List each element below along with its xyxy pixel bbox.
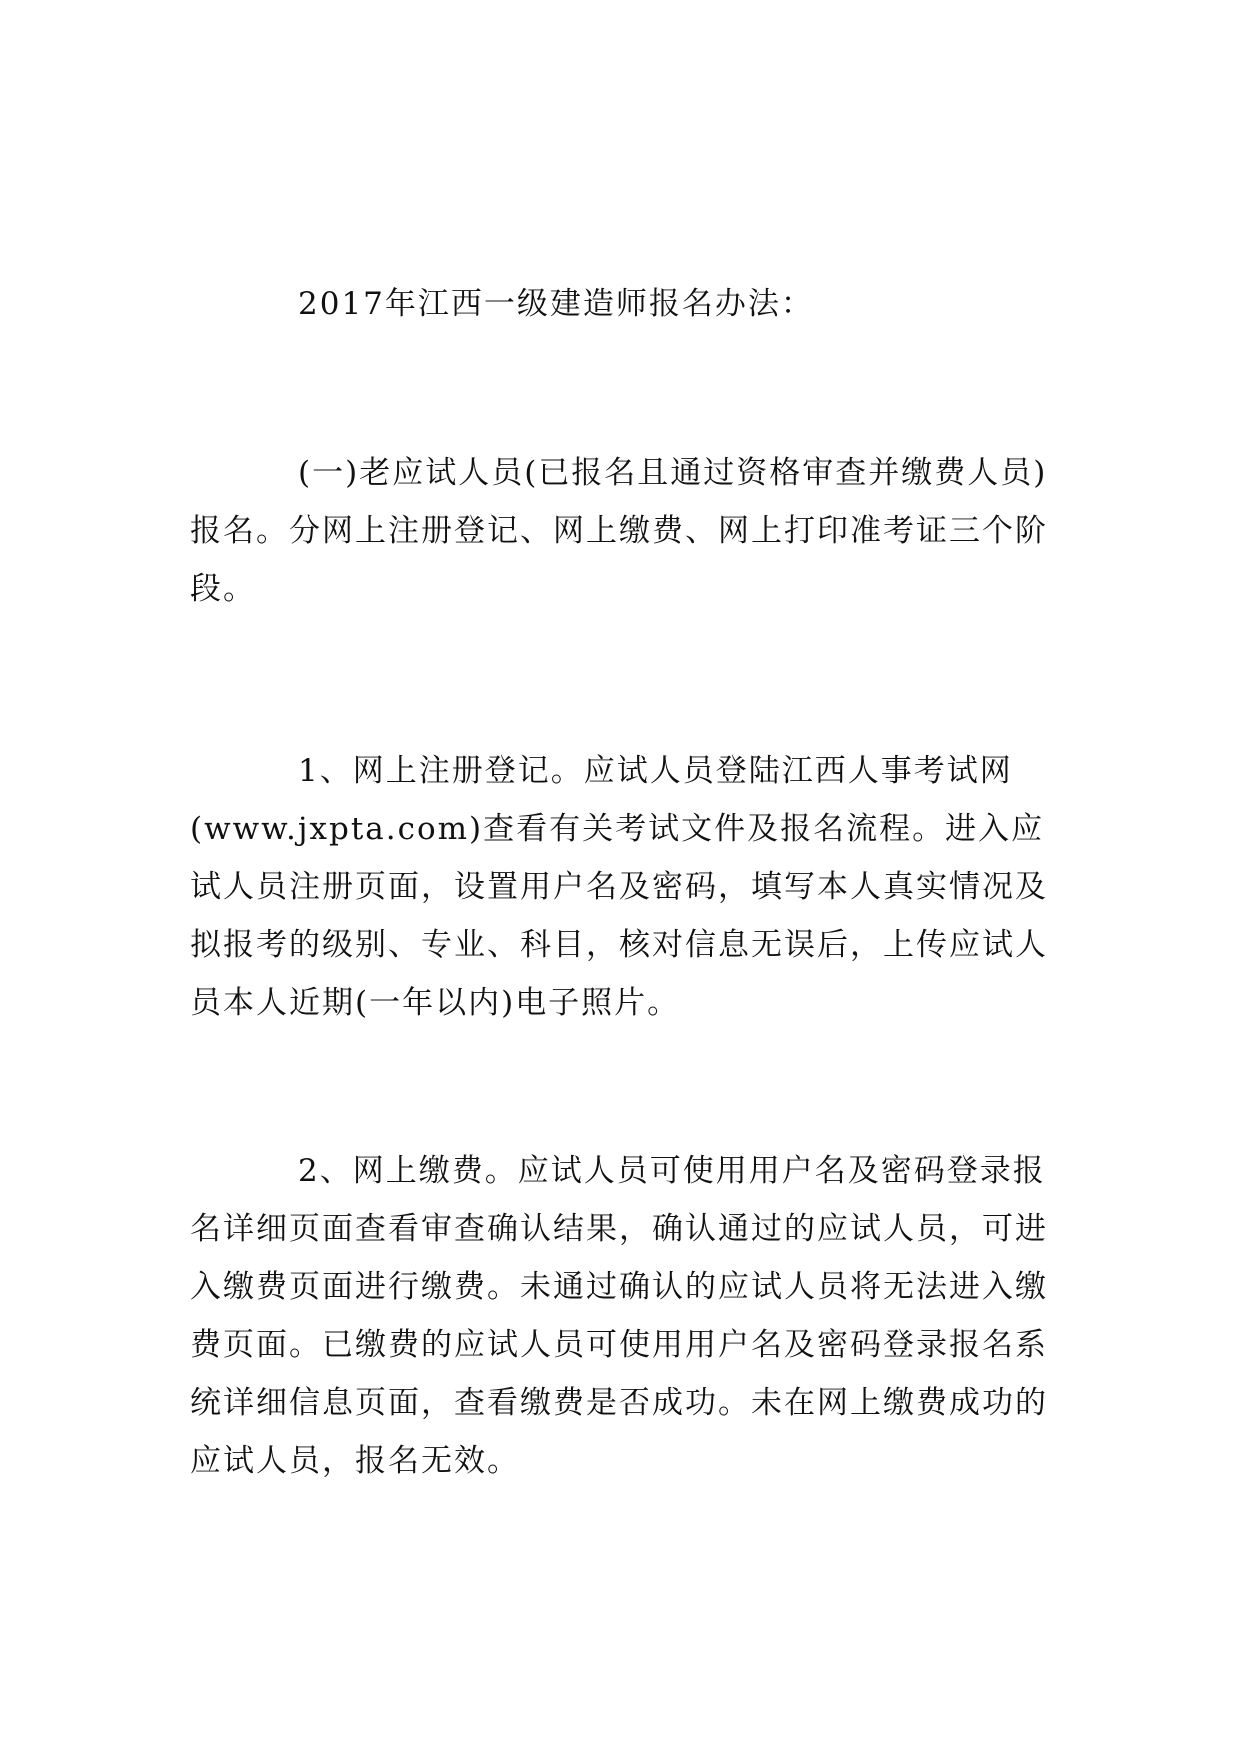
step-paragraph-1: 1、网上注册登记。应试人员登陆江西人事考试网(www.jxpta.com)查看有关考试文件及报名流程。进入应试人员注册页面，设置用户名及密码，填写本人真实情况及拟报考的级别、专业、科目，核对信息无误后，上传应试人员本人近期(一年以内)电子照片。 — [190, 753, 1048, 1021]
section-paragraph-1: (一)老应试人员(已报名且通过资格审查并缴费人员)报名。分网上注册登记、网上缴费、网上打印准考证三个阶段。 — [190, 455, 1048, 607]
step-paragraph-2: 2、网上缴费。应试人员可使用用户名及密码登录报名详细页面查看审查确认结果，确认通过的应试人员，可进入缴费页面进行缴费。未通过确认的应试人员将无法进入缴费页面。已缴费的应试人员可使用用户名及密码登录报名系统详细信息页面，查看缴费是否成功。未在网上缴费成功的应试人员，报名无效。 — [190, 1153, 1048, 1479]
document-title: 2017年江西一级建造师报名办法： — [298, 286, 814, 322]
